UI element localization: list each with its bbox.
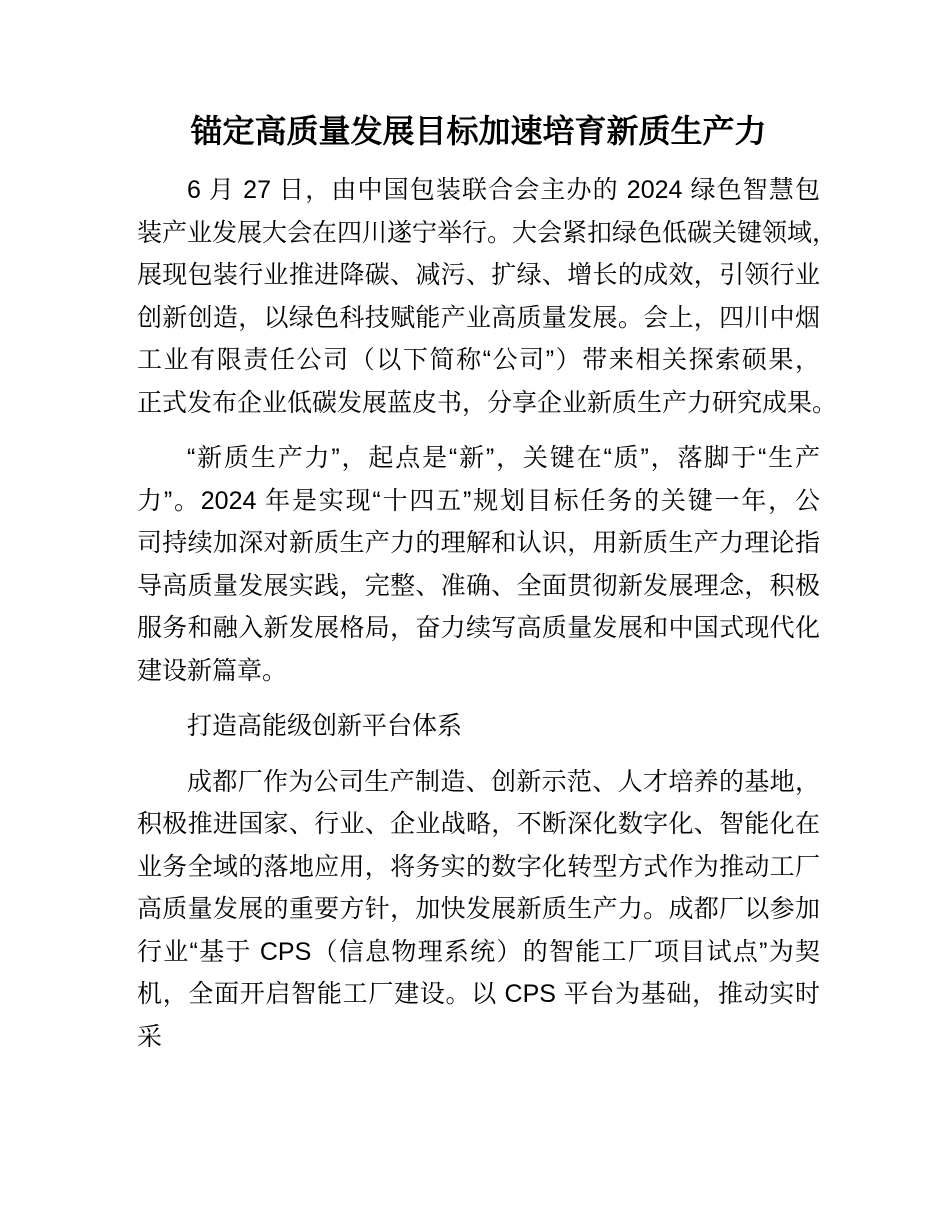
section-heading bbox=[137, 705, 820, 748]
text-line: 积极推进国家、行业、企业战略，不断深化数字化、智能化在 bbox=[137, 810, 820, 838]
text-line: 建设新篇章。 bbox=[137, 656, 288, 685]
paragraph bbox=[137, 761, 820, 1059]
text-line: 高质量发展的重要方针，加快发展新质生产力。成都厂以参加 bbox=[137, 895, 820, 923]
text-line: 展现包装行业推进降碳、减污、扩绿、增长的成效，引领行业 bbox=[137, 261, 820, 289]
text-line: 服务和融入新发展格局，奋力续写高质量发展和中国式现代化 bbox=[137, 614, 820, 642]
text-line: 创新创造，以绿色科技赋能产业高质量发展。会上，四川中烟 bbox=[137, 303, 820, 332]
text-line: 正式发布企业低碳发展蓝皮书，分享企业新质生产力研究成果。 bbox=[137, 388, 838, 417]
text-line: “新质生产力”，起点是“新”，关键在“质”，落脚于“生产 bbox=[187, 444, 820, 472]
paragraph bbox=[137, 169, 838, 424]
text-line: 行业“基于 CPS（信息物理系统）的智能工厂项目试点”为契 bbox=[137, 937, 820, 966]
text-line: 装产业发展大会在四川遂宁举行。大会紧扣绿色低碳关键领域， bbox=[137, 218, 838, 247]
paragraph bbox=[137, 437, 820, 692]
text-line: 力”。2024 年是实现“十四五”规划目标任务的关键一年，公 bbox=[137, 486, 820, 515]
text-line: 采 bbox=[137, 1022, 163, 1051]
text-line: 成都厂作为公司生产制造、创新示范、人才培养的基地， bbox=[187, 767, 820, 796]
document-title: 锚定高质量发展目标加速培育新质生产力 bbox=[190, 113, 767, 149]
text-line: 司持续加深对新质生产力的理解和认识，用新质生产力理论指 bbox=[137, 529, 820, 557]
text-line: 业务全域的落地应用，将务实的数字化转型方式作为推动工厂 bbox=[137, 852, 820, 881]
text-line: 打造高能级创新平台体系 bbox=[187, 712, 463, 740]
text-line: 工业有限责任公司（以下简称“公司”）带来相关探索硕果， bbox=[137, 346, 820, 374]
document-body bbox=[137, 169, 838, 1058]
text-line: 机，全面开启智能工厂建设。以 CPS 平台为基础，推动实时 bbox=[137, 980, 820, 1008]
text-line: 6 月 27 日，由中国包装联合会主办的 2024 绿色智慧包 bbox=[187, 176, 820, 204]
text-line: 导高质量发展实践，完整、准确、全面贯彻新发展理念，积极 bbox=[137, 571, 820, 600]
